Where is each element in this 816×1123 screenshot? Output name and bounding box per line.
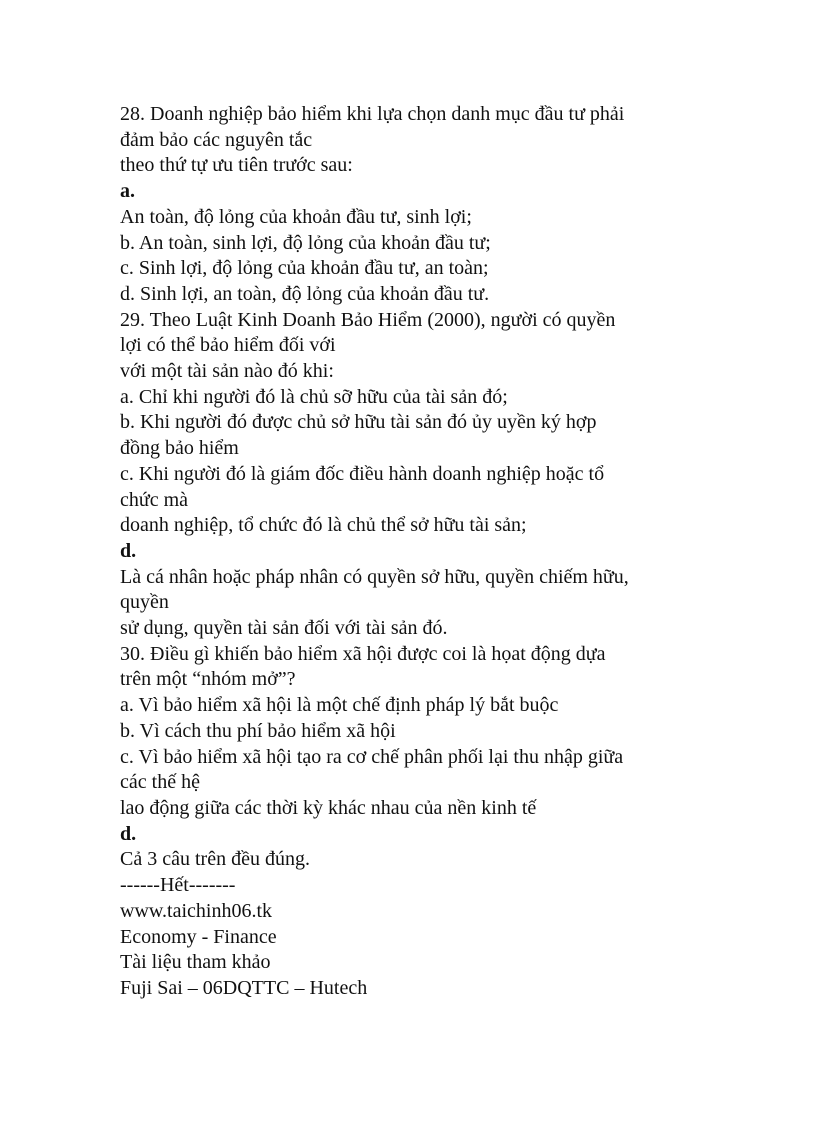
text-line: b. Vì cách thu phí bảo hiểm xã hội [120,719,396,742]
text-line: trên một “nhóm mở”? [120,668,296,691]
text-line: d. Sinh lợi, an toàn, độ lỏng của khoản đầu tư. [120,282,490,305]
text-line: 29. Theo Luật Kinh Doanh Bảo Hiểm (2000), người có quyền [120,308,616,331]
text-line: b. An toàn, sinh lợi, độ lỏng của khoản đầu tư; [120,231,491,254]
text-line: 28. Doanh nghiệp bảo hiểm khi lựa chọn danh mục đầu tư phải [120,103,625,125]
text-line: d. [120,822,137,845]
text-line: d. [120,539,137,562]
text-line: đảm bảo các nguyên tắc [120,128,313,151]
text-line: theo thứ tự ưu tiên trước sau: [120,154,353,177]
text-line: quyền [120,591,169,614]
text-line: lao động giữa các thời kỳ khác nhau của nền kinh tế [120,796,537,819]
text-line: Fuji Sai – 06DQTTC – Hutech [120,976,368,999]
text-line: a. Vì bảo hiểm xã hội là một chế định pháp lý bắt buộc [120,694,559,717]
text-line: b. Khi người đó được chủ sở hữu tài sản đó ủy uyền ký hợp [120,411,597,434]
text-line: với một tài sản nào đó khi: [120,360,334,383]
text-line: lợi có thể bảo hiểm đối với [120,334,336,357]
text-line: www.taichinh06.tk [120,899,273,922]
text-line: doanh nghiệp, tổ chức đó là chủ thể sở hữu tài sản; [120,514,527,537]
text-line: c. Vì bảo hiểm xã hội tạo ra cơ chế phân phối lại thu nhập giữa [120,745,624,768]
text-line: Cả 3 câu trên đều đúng. [120,848,310,871]
text-line: c. Khi người đó là giám đốc điều hành doanh nghiệp hoặc tổ [120,462,605,485]
text-line: các thế hệ [120,771,200,794]
text-line: 30. Điều gì khiến bảo hiểm xã hội được coi là họat động dựa [120,642,606,665]
text-line: đồng bảo hiểm [120,437,239,460]
text-line: Tài liệu tham khảo [120,951,271,974]
text-line: a. Chỉ khi người đó là chủ sỡ hữu của tài sản đó; [120,385,508,408]
text-line: ------Hết------- [120,874,236,897]
text-line: a. [120,180,135,203]
text-line: Economy - Finance [120,925,277,948]
text-line: sử dụng, quyền tài sản đối với tài sản đó. [120,617,448,640]
text-line: c. Sinh lợi, độ lỏng của khoản đầu tư, an toàn; [120,257,489,280]
text-line: Là cá nhân hoặc pháp nhân có quyền sở hữu, quyền chiếm hữu, [120,565,629,588]
text-line: An toàn, độ lỏng của khoản đầu tư, sinh lợi; [120,205,472,228]
text-line: chức mà [120,488,189,511]
document-body [120,102,700,1002]
